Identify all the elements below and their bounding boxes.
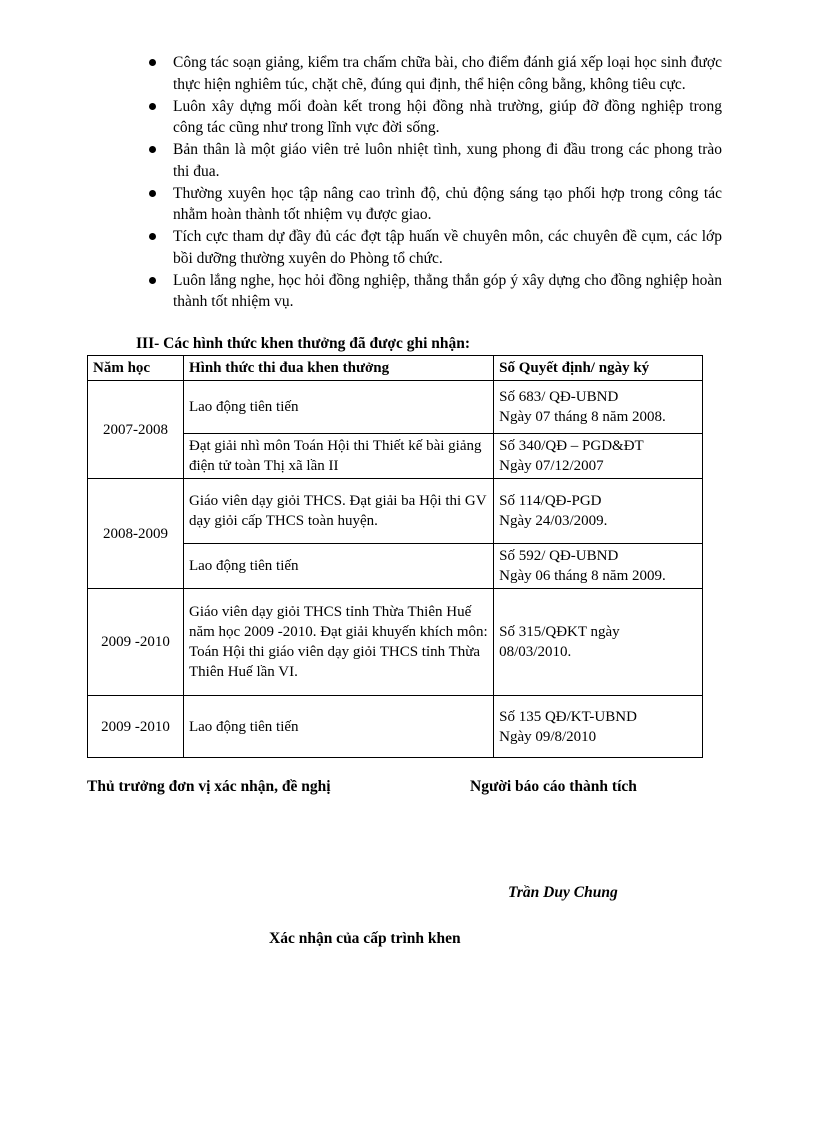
signer-name: Trần Duy Chung — [508, 884, 618, 901]
award-form-cell: Giáo viên dạy giỏi THCS tỉnh Thừa Thiên Huế năm học 2009 -2010. Đạt giải khuyến khích môn: Toán Hội thi giáo viên dạy giỏi THCS tỉnh Thừa Thiên Huế lần VI. — [183, 589, 493, 696]
list-item-text: Luôn xây dựng mối đoàn kết trong hội đồng nhà trường, giúp đỡ đồng nghiệp trong công tác cũng như trong lĩnh vực đời sống. — [173, 97, 722, 136]
list-item-text: Luôn lắng nghe, học hỏi đồng nghiệp, thẳng thắn góp ý xây dựng cho đồng nghiệp hoàn thành tốt nhiệm vụ. — [173, 271, 722, 310]
table-row — [88, 381, 703, 434]
awards-table — [87, 355, 703, 758]
section-title: III- Các hình thức khen thưởng đã được ghi nhận: — [136, 335, 471, 352]
decision-cell — [494, 544, 703, 589]
bullet-icon — [149, 59, 156, 66]
decision-date: Ngày 09/8/2010 — [499, 728, 597, 745]
decision-date: 08/03/2010. — [499, 644, 572, 660]
list-item — [148, 183, 722, 226]
year-cell: 2009 -2010 — [88, 589, 184, 696]
list-item — [148, 270, 722, 313]
confirm-label: Xác nhận của cấp trình khen — [269, 930, 461, 947]
decision-number: Số 315/QĐKT ngày — [499, 624, 620, 640]
table-header-row — [88, 356, 703, 381]
list-item-text: Bản thân là một giáo viên trẻ luôn nhiệt tình, xung phong đi đầu trong các phong trào thi đua. — [173, 141, 722, 180]
decision-date: Ngày 07 tháng 8 năm 2008. — [499, 409, 666, 425]
list-item — [148, 52, 722, 95]
decision-number: Số 114/QĐ-PGD — [499, 493, 602, 509]
header-year: Năm học — [88, 356, 184, 381]
list-item — [148, 226, 722, 269]
decision-cell — [494, 479, 703, 544]
unit-head-label: Thủ trưởng đơn vị xác nhận, đề nghị — [87, 778, 331, 795]
decision-date: Ngày 07/12/2007 — [499, 458, 604, 474]
table-row — [88, 696, 703, 758]
year-cell: 2008-2009 — [88, 479, 184, 589]
award-form-cell: Đạt giải nhì môn Toán Hội thi Thiết kế bài giảng điện tử toàn Thị xã lần II — [183, 434, 493, 479]
decision-cell — [494, 434, 703, 479]
decision-date: Ngày 06 tháng 8 năm 2009. — [499, 568, 666, 584]
header-award-form: Hình thức thi đua khen thưởng — [183, 356, 493, 381]
decision-date: Ngày 24/03/2009. — [499, 513, 608, 529]
award-form-cell: Lao động tiên tiến — [183, 381, 493, 434]
bullet-icon — [149, 233, 156, 240]
award-form-cell: Lao động tiên tiến — [183, 544, 493, 589]
table-row — [88, 589, 703, 696]
list-item — [148, 139, 722, 182]
decision-cell — [494, 381, 703, 434]
list-item — [148, 96, 722, 139]
achievement-list — [148, 52, 722, 313]
decision-number: Số 340/QĐ – PGD&ĐT — [499, 438, 644, 454]
list-item-text: Tích cực tham dự đầy đủ các đợt tập huấn về chuyên môn, các chuyên đề cụm, các lớp bồi dưỡng thường xuyên do Phòng tổ chức. — [173, 228, 722, 267]
header-decision: Số Quyết định/ ngày ký — [494, 356, 703, 381]
table-row — [88, 479, 703, 544]
list-item-text: Thường xuyên học tập nâng cao trình độ, chủ động sáng tạo phối hợp trong công tác nhằm hoàn thành tốt nhiệm vụ được giao. — [173, 184, 722, 223]
award-form-cell: Giáo viên dạy giỏi THCS. Đạt giải ba Hội thi GV dạy giỏi cấp THCS toàn huyện. — [183, 479, 493, 544]
award-form-cell: Lao động tiên tiến — [183, 696, 493, 758]
decision-number: Số 135 QĐ/KT-UBND — [499, 708, 637, 725]
reporter-label: Người báo cáo thành tích — [470, 778, 637, 795]
bullet-icon — [149, 190, 156, 197]
bullet-icon — [149, 277, 156, 284]
year-cell: 2007-2008 — [88, 381, 184, 479]
bullet-icon — [149, 103, 156, 110]
list-item-text: Công tác soạn giảng, kiểm tra chấm chữa bài, cho điểm đánh giá xếp loại học sinh được thực hiện nghiêm túc, chặt chẽ, đúng qui định, thể hiện công bằng, không tiêu cực. — [173, 54, 722, 93]
decision-number: Số 592/ QĐ-UBND — [499, 548, 619, 564]
decision-number: Số 683/ QĐ-UBND — [499, 389, 619, 405]
bullet-icon — [149, 146, 156, 153]
decision-cell — [494, 589, 703, 696]
year-cell: 2009 -2010 — [88, 696, 184, 758]
decision-cell — [494, 696, 703, 758]
